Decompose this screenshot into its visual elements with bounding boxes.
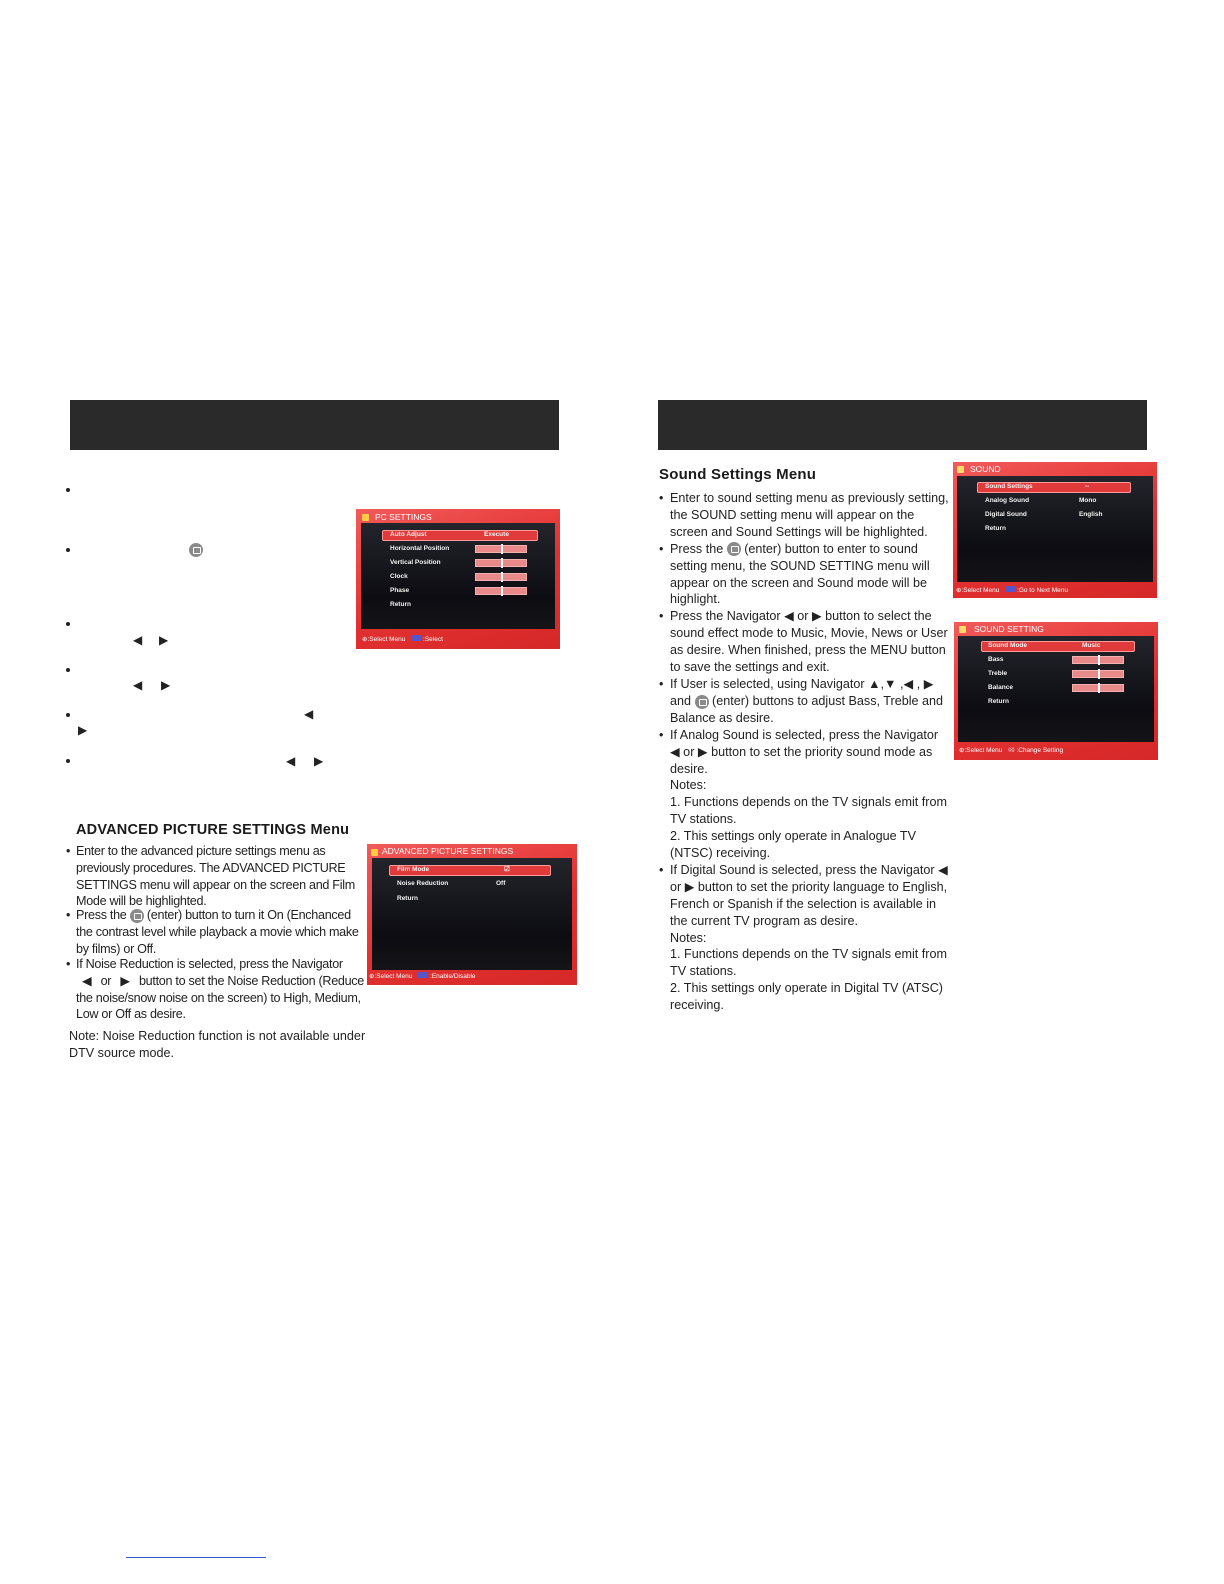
footer-enable-disable: :Enable/Disable — [430, 973, 476, 980]
right-arrow-icon: ▶ — [159, 633, 169, 647]
menu-value-sound-mode: Music — [1082, 642, 1101, 649]
advanced-screen-footer — [369, 972, 476, 980]
menu-icon — [371, 849, 378, 856]
footer-select-menu: :Select Menu — [961, 587, 1000, 594]
menu-item-noise-reduction: Noise Reduction — [397, 880, 449, 887]
menu-item-bass: Bass — [988, 656, 1004, 663]
slider-bar — [475, 587, 527, 595]
navigator-icon: ⊕ — [362, 636, 368, 643]
navigator-icon: ⊕ — [369, 973, 375, 980]
pc-settings-title: PC SETTINGS — [375, 512, 432, 522]
advanced-bullet-3: • If Noise Reduction is selected, press the Navigator ◀ or ▶ button to set the Noise Reduction (Reduce the noise/snow noise on the screen) to High, Medium, Low or Off as desire. — [66, 957, 365, 1022]
balance-slider — [1072, 684, 1124, 692]
footer-select-menu: :Select Menu — [964, 747, 1003, 754]
menu-item-treble: Treble — [988, 670, 1008, 677]
menu-icon — [362, 514, 369, 521]
treble-slider — [1072, 670, 1124, 678]
left-arrow-icon: ◀ — [286, 754, 296, 768]
left-arrow-icon: ◀ — [82, 973, 92, 988]
left-header-bar — [70, 400, 559, 450]
advanced-bullet-1: • Enter to the advanced picture settings menu as previously procedures. The ADVANCED PICTURE SETTINGS menu will appear on the screen and Film Mode will be highlighted. — [66, 844, 355, 909]
footer-link-underline — [126, 1557, 266, 1558]
advanced-picture-screenshot — [367, 844, 577, 985]
advanced-screen-title: ADVANCED PICTURE SETTINGS — [382, 846, 514, 856]
sound-setting-title: SOUND SETTING — [974, 624, 1044, 634]
menu-item-sound-settings: Sound Settings — [985, 483, 1033, 490]
menu-item-analog-sound: Analog Sound — [985, 497, 1030, 504]
sound-screen-title: SOUND — [970, 464, 1001, 474]
bass-slider — [1072, 656, 1124, 664]
menu-item-return: Return — [985, 525, 1006, 532]
note-analog-2: 2. This settings only operate in Analogue TV (NTSC) receiving. — [670, 829, 916, 861]
enter-button-icon — [189, 543, 203, 557]
footer-change-setting: :Change Setting — [1016, 747, 1064, 754]
enter-button-icon — [727, 542, 741, 556]
menu-icon — [959, 626, 966, 633]
bullet-marker — [66, 488, 70, 492]
menu-item-vertical-position: Vertical Position — [390, 559, 441, 566]
menu-item-return: Return — [397, 895, 418, 902]
footer-select-menu: :Select Menu — [374, 973, 413, 980]
menu-item-clock: Clock — [390, 573, 408, 580]
menu-item-return: Return — [390, 601, 411, 608]
footer-next-menu: :Go to Next Menu — [1017, 587, 1068, 594]
menu-value-execute: Execute — [484, 531, 509, 538]
note-digital-2: 2. This settings only operate in Digital TV (ATSC) receiving. — [670, 981, 943, 1013]
footer-select: :Select — [423, 636, 443, 643]
menu-value-digital-sound: English — [1079, 511, 1103, 518]
left-arrow-icon: ◀ — [133, 633, 143, 647]
notes-label: Notes: — [670, 778, 707, 793]
change-setting-icon: ◊◊ — [1008, 747, 1015, 754]
navigator-icon: ⊕ — [956, 587, 962, 594]
sound-setting-screenshot — [954, 622, 1158, 760]
enter-button-icon — [695, 695, 709, 709]
sound-screenshot — [953, 462, 1157, 598]
advanced-heading: ADVANCED PICTURE SETTINGS Menu — [76, 822, 350, 838]
slider-bar — [475, 545, 527, 553]
sound-setting-footer — [959, 746, 1063, 754]
menu-item-film-mode: Film Mode — [397, 866, 430, 873]
menu-item-phase: Phase — [390, 587, 410, 594]
right-arrow-icon: ▶ — [161, 678, 171, 692]
sound-text-column: • Enter to sound setting menu as previously setting, the SOUND setting menu will appear on the screen and Sound Settings will be highlighted. • Press the (enter) button to enter to sound setting menu, the SOUND SETTING menu will appear on the screen and Sound mode will be highlight. • Press the Navigator ◀ or ▶ button to select the sound effect mode to Music, Movie, News or User as desire. When finished, press the MENU button to save the settings and exit. • If User is selected, using Navigator ▲,▼ ,◀ , ▶ and (enter) buttons to adjust Bass, Treble and Balance as desire. • If Analog Sound is selected, press the Navigator ◀ or ▶ button to set the priority sound mode as desire. Notes: 1. Functions depends on the TV signals emit from TV stations. 2. This settings only operate in Analogue TV (NTSC) receiving. • If Digital Sound is selected, press the Navigator ◀ or ▶ button to set the priority language to English, French or Spanish if the selection is available in the current TV program as desire. Notes: 1. Functions depends on the TV signals emit from TV stations. 2. This settings only operate in Digital TV (ATSC) receiving. — [659, 490, 951, 1014]
menu-item-digital-sound: Digital Sound — [985, 511, 1027, 518]
footer-select-menu: :Select Menu — [367, 636, 406, 643]
menu-item-horizontal-position: Horizontal Position — [390, 545, 450, 552]
right-arrow-icon: ▶ — [120, 973, 130, 988]
bullet-marker — [66, 548, 70, 552]
left-arrow-icon: ◀ — [304, 707, 314, 721]
menu-icon — [957, 466, 964, 473]
pc-settings-footer — [362, 635, 443, 643]
right-arrow-icon: ▶ — [314, 754, 324, 768]
menu-item-sound-mode: Sound Mode — [988, 642, 1027, 649]
noise-reduction-value: Off — [496, 880, 506, 887]
pc-settings-screenshot — [356, 509, 560, 649]
navigator-icon: ⊕ — [959, 747, 965, 754]
advanced-note: Note: Noise Reduction function is not available under DTV source mode. — [69, 1029, 366, 1060]
bullet-marker — [66, 622, 70, 626]
bullet-marker — [66, 668, 70, 672]
note-analog-1: 1. Functions depends on the TV signals emit from TV stations. — [670, 795, 947, 827]
notes-label: Notes: — [670, 930, 707, 945]
menu-item-auto-adjust: Auto Adjust — [390, 531, 427, 538]
right-arrow-icon: ▶ — [78, 723, 88, 737]
sound-screen-footer — [956, 586, 1068, 594]
left-arrow-icon: ◀ — [133, 678, 143, 692]
bullet-marker — [66, 713, 70, 717]
enter-key-icon — [1005, 586, 1015, 592]
advanced-bullet-2: • Press the (enter) button to turn it On (Enchanced the contrast level while playback a movie which make by films) or Off. — [66, 908, 359, 956]
menu-value-analog-sound: Mono — [1079, 497, 1097, 504]
sound-heading: Sound Settings Menu — [659, 466, 817, 483]
enter-button-icon — [130, 909, 144, 923]
enter-key-icon — [418, 972, 428, 978]
enter-key-icon — [411, 635, 421, 641]
slider-bar — [475, 573, 527, 581]
bullet-marker — [66, 759, 70, 763]
film-mode-checkbox: ☑ — [504, 866, 510, 873]
slider-bar — [475, 559, 527, 567]
menu-item-balance: Balance — [988, 684, 1013, 691]
right-header-bar — [658, 400, 1147, 450]
note-digital-1: 1. Functions depends on the TV signals emit from TV stations. — [670, 947, 947, 979]
menu-item-return: Return — [988, 698, 1009, 705]
menu-value-sound-settings: -- — [1085, 483, 1090, 490]
